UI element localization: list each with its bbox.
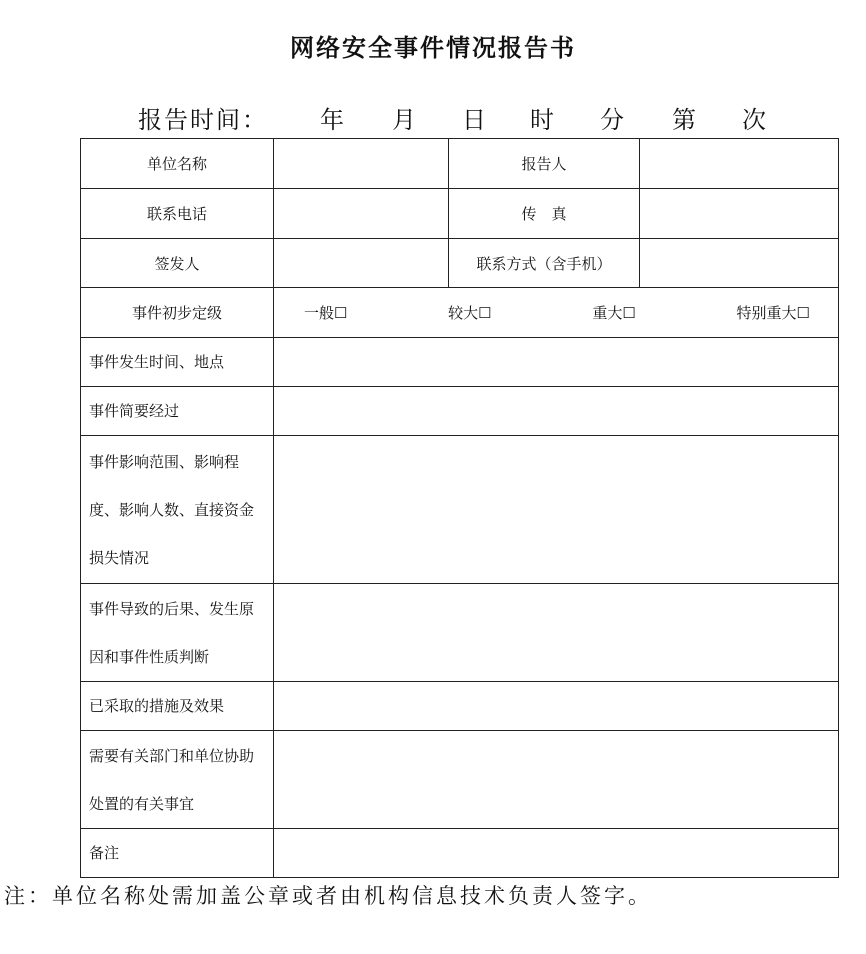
fax-label: 传 真 <box>449 189 640 239</box>
table-row <box>81 189 839 239</box>
table-row <box>81 436 839 584</box>
footnote: 注：单位名称处需加盖公章或者由机构信息技术负责人签字。 <box>4 884 652 908</box>
table-row <box>81 584 839 682</box>
unit-name-field[interactable] <box>274 139 449 189</box>
grade-option-major[interactable]: 较大☐ <box>448 304 492 322</box>
phone-label: 联系电话 <box>81 189 274 239</box>
grade-option-general[interactable]: 一般☐ <box>304 304 348 322</box>
grade-option-serious[interactable]: 重大☐ <box>592 304 636 322</box>
ordinal-suffix-label: 次 <box>742 106 768 134</box>
grade-options <box>274 288 839 338</box>
report-form-table <box>80 138 839 878</box>
summary-field[interactable] <box>274 387 839 436</box>
consequence-field[interactable] <box>274 584 839 682</box>
contact-label: 联系方式（含手机） <box>449 239 640 288</box>
remarks-label: 备注 <box>81 829 274 878</box>
issuer-field[interactable] <box>274 239 449 288</box>
table-row <box>81 239 839 288</box>
time-place-label: 事件发生时间、地点 <box>81 338 274 387</box>
measures-label: 已采取的措施及效果 <box>81 682 274 731</box>
table-row <box>81 829 839 878</box>
unit-name-label: 单位名称 <box>81 139 274 189</box>
day-label: 日 <box>462 106 488 134</box>
grade-option-extremely-serious[interactable]: 特别重大☐ <box>736 304 810 322</box>
ordinal-prefix-label: 第 <box>672 106 698 134</box>
minute-label: 分 <box>600 106 626 134</box>
impact-field[interactable] <box>274 436 839 584</box>
summary-label: 事件简要经过 <box>81 387 274 436</box>
hour-label: 时 <box>530 106 556 134</box>
table-row <box>81 288 839 338</box>
issuer-label: 签发人 <box>81 239 274 288</box>
table-row <box>81 731 839 829</box>
report-time-line <box>0 100 866 132</box>
impact-label: 事件影响范围、影响程度、影响人数、直接资金损失情况 <box>81 436 274 584</box>
remarks-field[interactable] <box>274 829 839 878</box>
consequence-label: 事件导致的后果、发生原因和事件性质判断 <box>81 584 274 682</box>
month-label: 月 <box>392 106 418 134</box>
assistance-label: 需要有关部门和单位协助处置的有关事宜 <box>81 731 274 829</box>
measures-field[interactable] <box>274 682 839 731</box>
reporter-field[interactable] <box>640 139 839 189</box>
time-place-field[interactable] <box>274 338 839 387</box>
reporter-label: 报告人 <box>449 139 640 189</box>
phone-field[interactable] <box>274 189 449 239</box>
assistance-field[interactable] <box>274 731 839 829</box>
table-row <box>81 387 839 436</box>
fax-field[interactable] <box>640 189 839 239</box>
table-row <box>81 139 839 189</box>
table-row <box>81 682 839 731</box>
year-label: 年 <box>320 106 346 134</box>
grade-label: 事件初步定级 <box>81 288 274 338</box>
contact-field[interactable] <box>640 239 839 288</box>
report-time-label: 报告时间： <box>138 106 268 134</box>
table-row <box>81 338 839 387</box>
document-title: 网络安全事件情况报告书 <box>290 33 576 62</box>
